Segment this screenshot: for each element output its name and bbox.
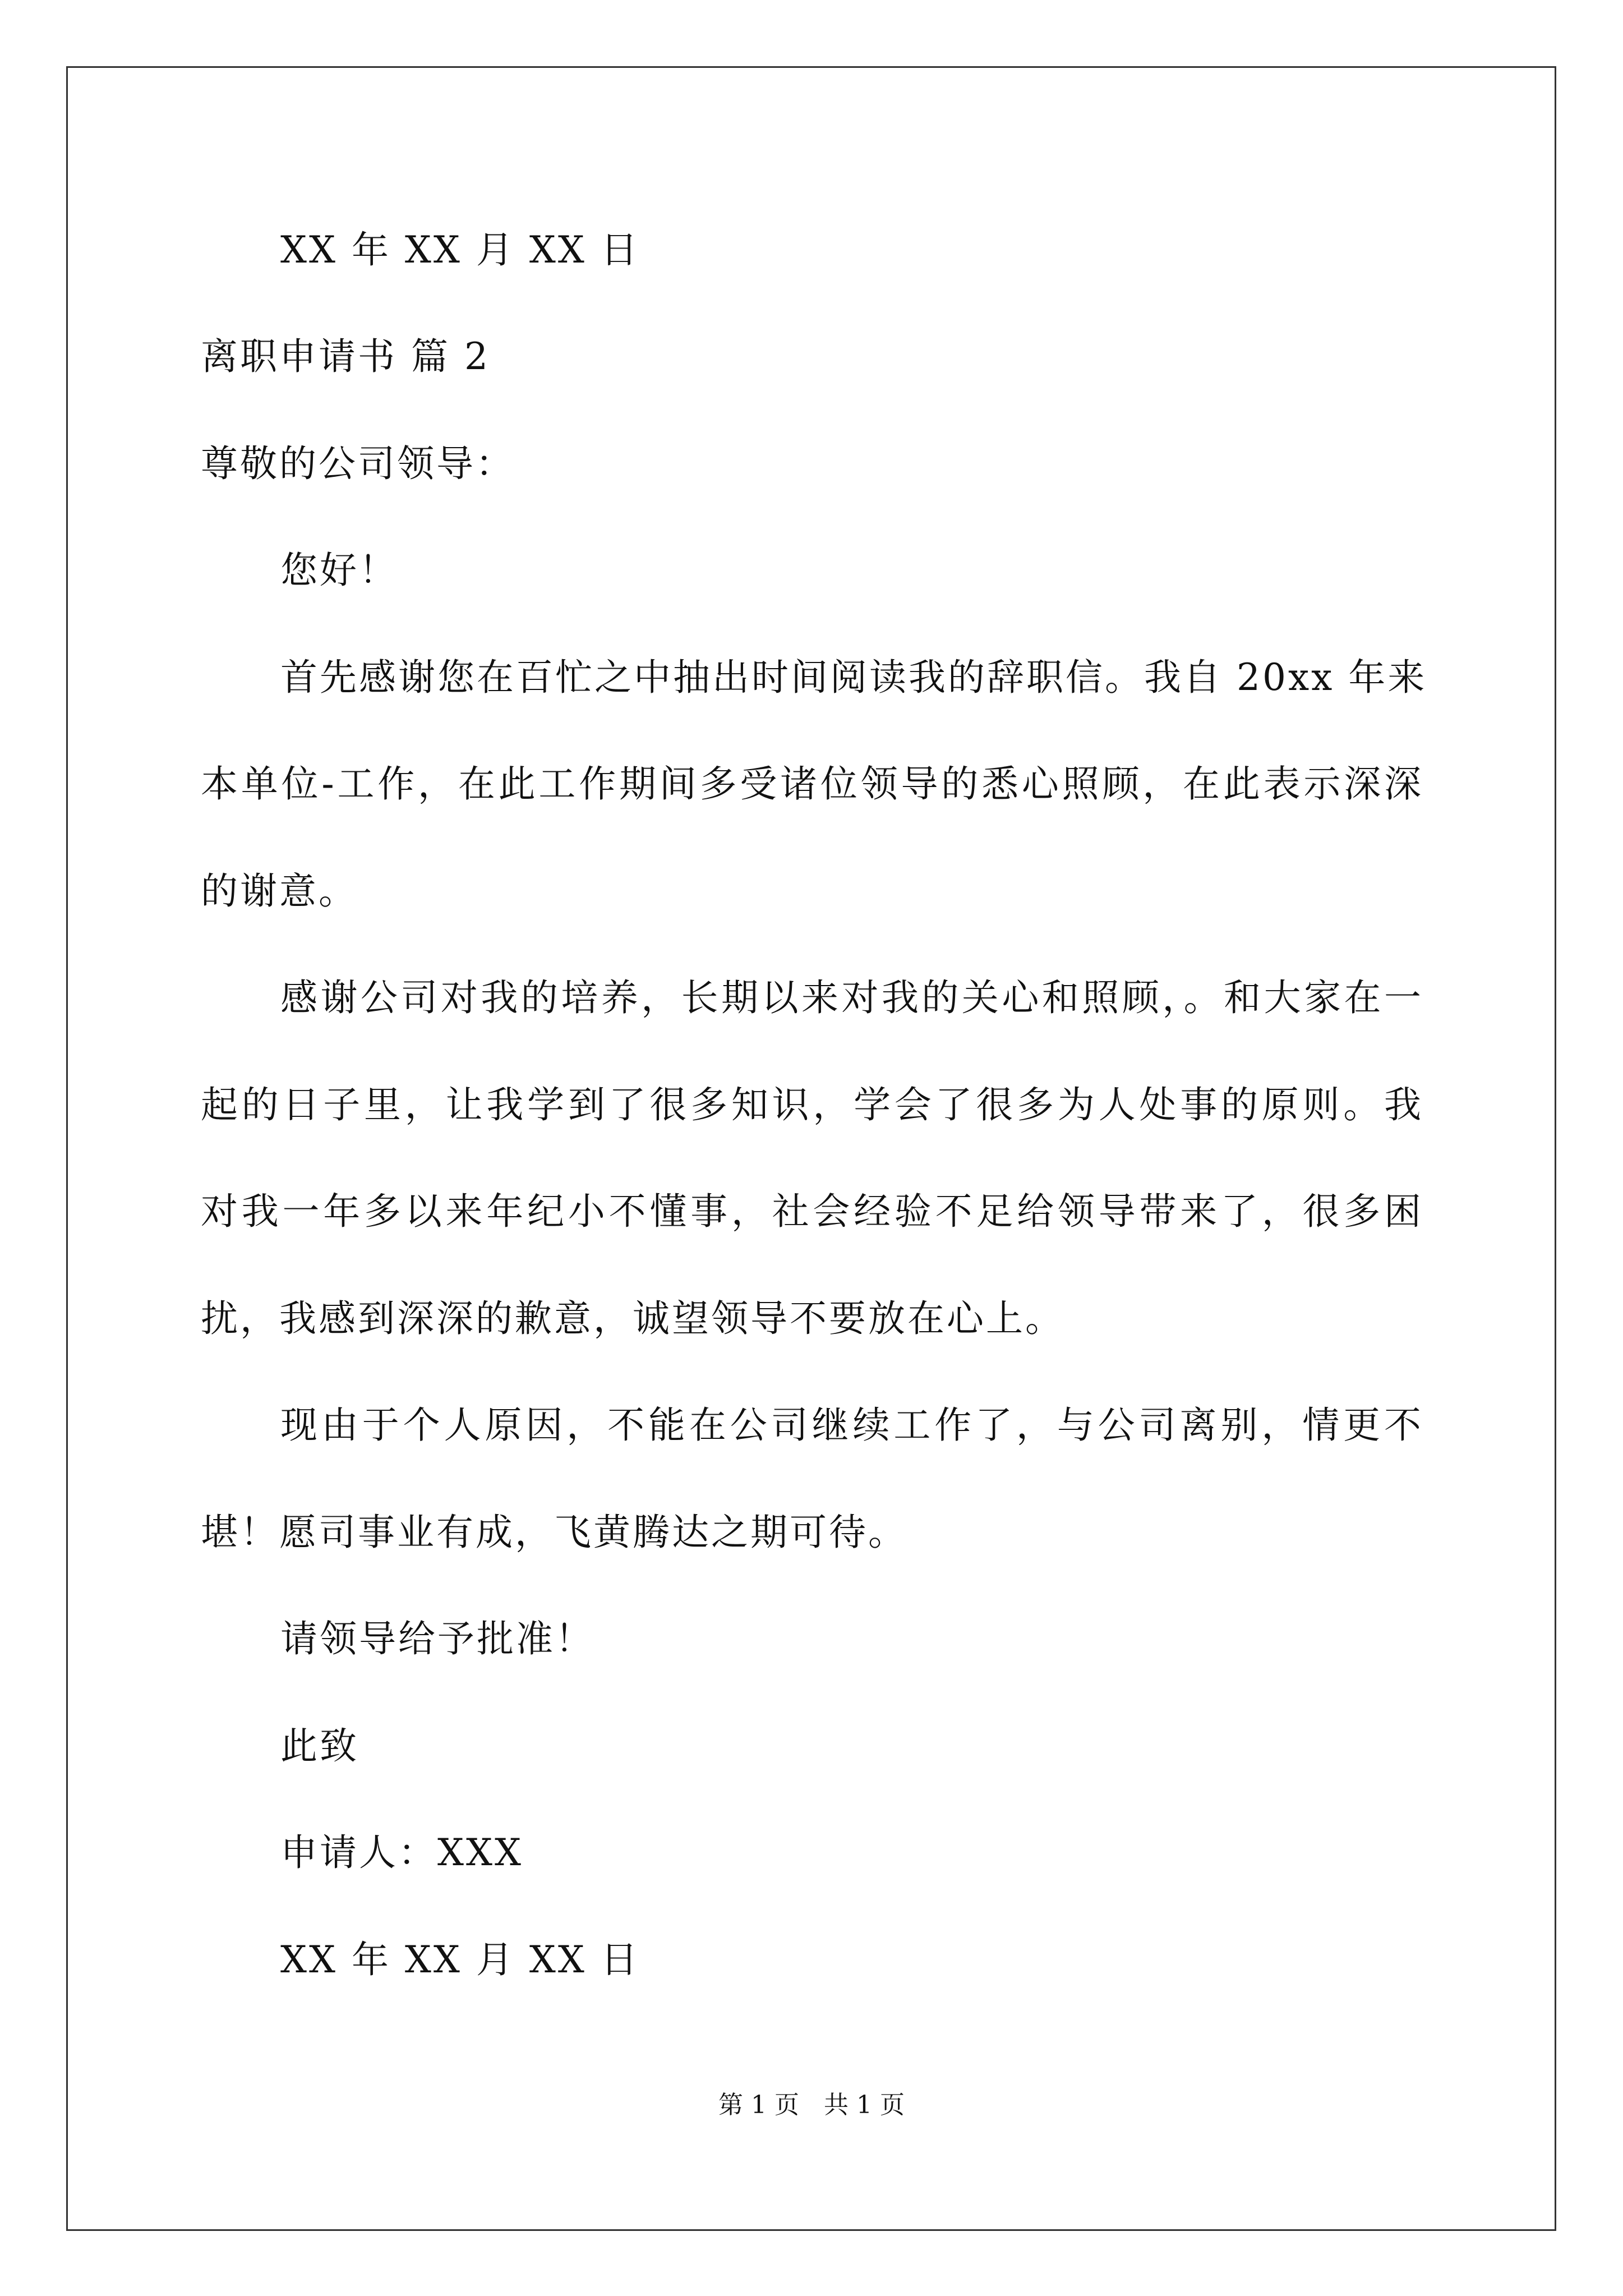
document-heading: 离职申请书 篇 2 [201,335,490,378]
paragraph-line: 对我一年多以来年纪小不懂事，社会经验不足给领导带来了，很多困 [201,1190,1423,1233]
date-top: XX 年 XX 月 XX 日 [280,228,640,272]
paragraph-line: 起的日子里，让我学到了很多知识，学会了很多为人处事的原则。我 [201,1083,1423,1126]
page-footer: 第 1 页 共 1 页 [718,2091,905,2119]
paragraph-line: 本单位-工作，在此工作期间多受诸位领导的悉心照顾，在此表示深深 [201,762,1423,806]
closing-line: 此致 [280,1724,359,1768]
paragraph-line: 扰，我感到深深的歉意，诚望领导不要放在心上。 [201,1297,1064,1340]
request-line: 请领导给予批准！ [280,1617,594,1660]
paragraph-line: 现由于个人原因，不能在公司继续工作了，与公司离别，情更不 [280,1404,1423,1447]
paragraph-line: 首先感谢您在百忙之中抽出时间阅读我的辞职信。我自 20xx 年来 [280,656,1427,699]
greeting: 您好！ [280,549,398,592]
paragraph-line: 的谢意。 [201,869,358,913]
date-bottom: XX 年 XX 月 XX 日 [280,1938,640,1981]
paragraph-line: 感谢公司对我的培养，长期以来对我的关心和照顾，。和大家在一 [280,976,1423,1019]
page-border [66,66,1556,2231]
paragraph-line: 堪！愿司事业有成，飞黄腾达之期可待。 [201,1511,907,1554]
applicant-line: 申请人：XXX [280,1831,523,1874]
salutation: 尊敬的公司领导： [201,442,515,485]
